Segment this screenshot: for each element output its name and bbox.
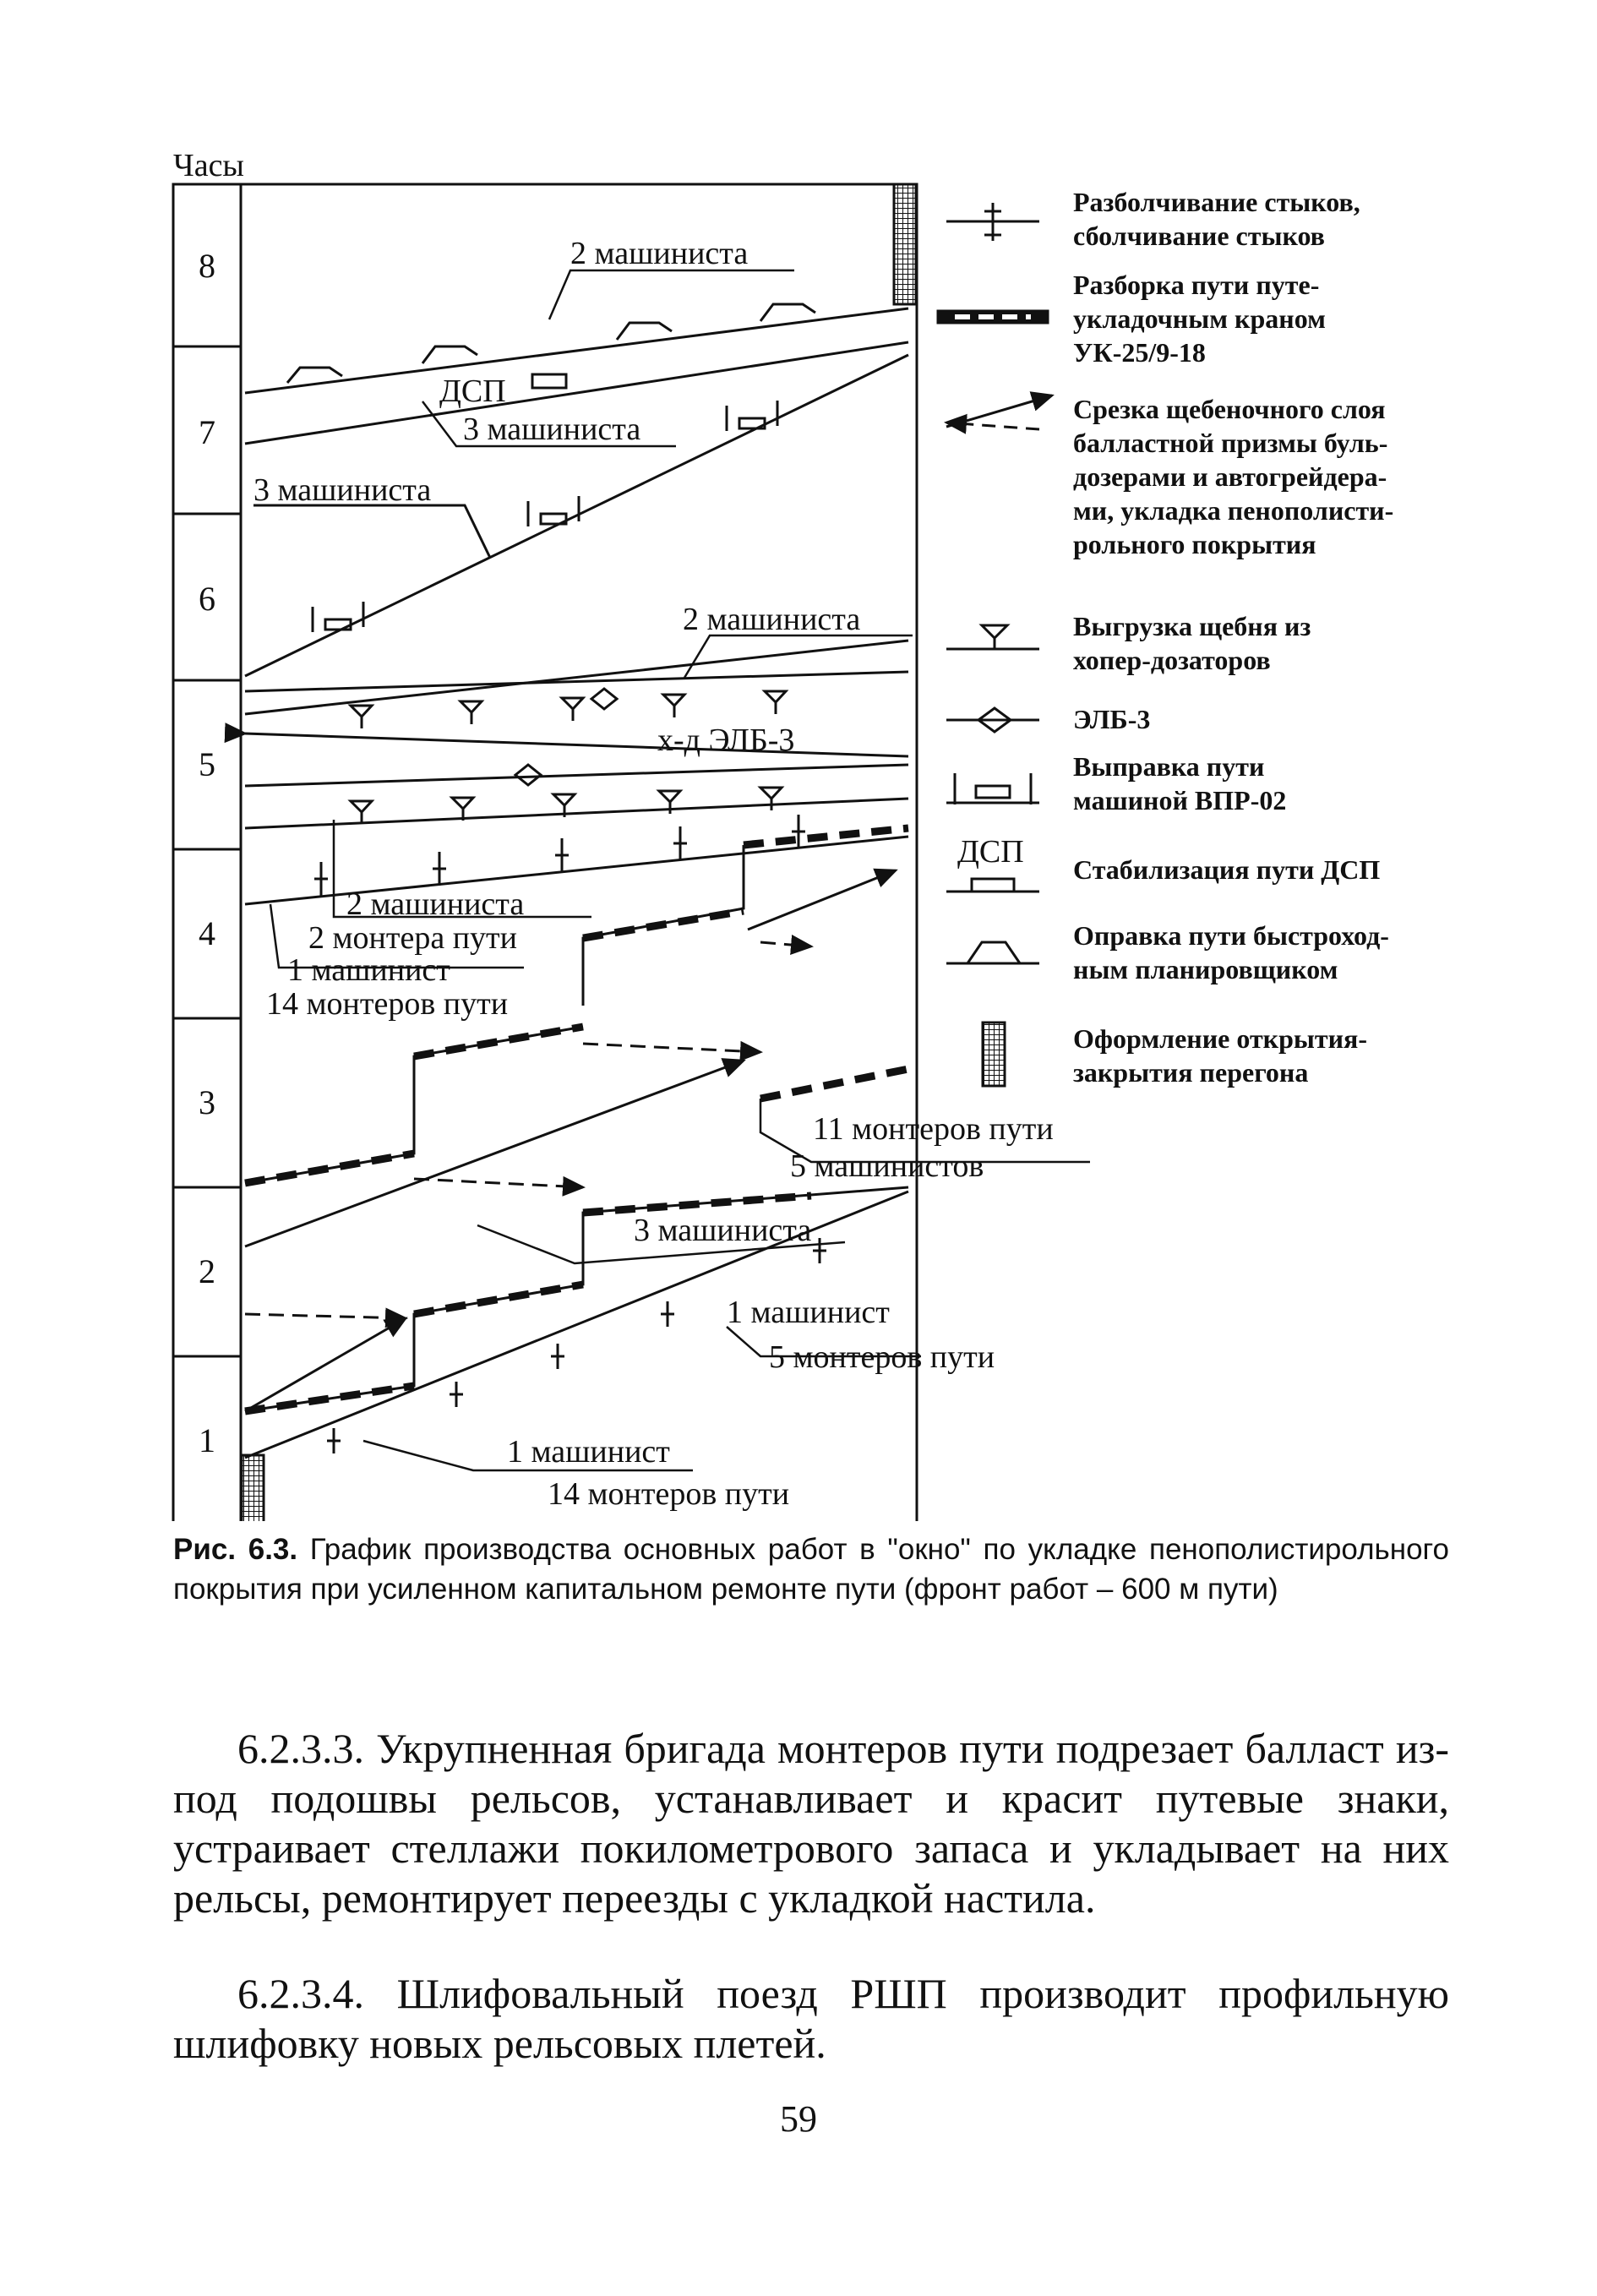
figure-caption (173, 1530, 1449, 1609)
svg-text:Стабилизация пути ДСП: Стабилизация пути ДСП (1073, 854, 1381, 885)
legend-item (946, 611, 1317, 675)
legend-item (938, 270, 1333, 368)
hour-labels (199, 247, 215, 1459)
crew-label: 1 машинист (287, 952, 450, 988)
crew-label: 2 машиниста (683, 602, 861, 637)
crew-label: 3 машиниста (253, 472, 432, 508)
dsp-stabilizer-icon: ДСП (957, 834, 1024, 870)
svg-text:Разболчивание стыков,: Разболчивание стыков, сболчивание стыков (1073, 187, 1360, 251)
bulldozer-arrows-icon (946, 395, 1052, 427)
crew-label: 3 машиниста (634, 1213, 812, 1248)
crew-label: 1 машинист (727, 1295, 890, 1330)
bolt-joint-icon (946, 203, 1039, 241)
hour-label: 5 (199, 745, 215, 783)
crew-label: х-д ЭЛБ-3 (657, 723, 795, 758)
legend-item (946, 187, 1367, 251)
crew-label: 14 монтеров пути (266, 986, 509, 1022)
legend-item (946, 751, 1286, 815)
legend-item (946, 704, 1150, 734)
y-axis-title: Часы (173, 148, 244, 183)
elb-icon (946, 708, 1039, 732)
svg-text:Выправка пути машиной: Выправка пути машиной ВПР-02 (1073, 751, 1287, 815)
hopper-unload-icon (946, 625, 1039, 649)
page-number: 59 (780, 2098, 817, 2140)
dsp-tag: ДСП (439, 374, 506, 409)
crew-label: 14 монтеров пути (548, 1476, 790, 1512)
crew-label: 2 машиниста (570, 236, 749, 271)
crew-label: 2 машиниста (346, 886, 525, 922)
hour-label: 7 (199, 413, 215, 451)
crew-labels-h4 (266, 886, 524, 1022)
svg-text:Срезка щебеночного слоя: Срезка щебеночного слоя балластной призмы буль- дозерами и автогрейдера- ми, укладка пенополисти- рольного покрытия (1073, 394, 1394, 559)
opening-closing-mark-top (894, 184, 916, 304)
caption-label: Рис. 6.3. (173, 1533, 298, 1566)
opening-closing-icon (983, 1023, 1005, 1086)
crew-labels-bottom (507, 1213, 995, 1512)
planer-dsp-block (245, 190, 908, 446)
hour-label: 1 (199, 1421, 215, 1459)
hour-label: 4 (199, 914, 215, 952)
hopper-elb-block (245, 635, 913, 828)
crew-label: 2 монтера пути (308, 920, 517, 956)
svg-text:Оформление открытия- з: Оформление открытия- закрытия перегона (1073, 1023, 1368, 1088)
legend (938, 187, 1400, 1088)
crew-label: 5 машинистов (790, 1148, 984, 1184)
hour-label: 6 (199, 580, 215, 618)
legend-item (983, 1023, 1374, 1088)
crew-label: 1 машинист (507, 1434, 670, 1470)
hour-label: 3 (199, 1083, 215, 1121)
svg-text:Выгрузка щебня из хопе: Выгрузка щебня из хопер-дозаторов (1073, 611, 1311, 675)
hour-label: 8 (199, 247, 215, 285)
legend-item (946, 920, 1396, 984)
caption-text: График производства основных работ в "окно" по укладке пенополистирольного покрытия при усиленном капитальном ремонте пути (фронт работ – 600 м пути) (173, 1533, 1450, 1606)
hour-column (173, 184, 241, 1521)
crew-label: 11 монтеров пути (813, 1111, 1054, 1147)
legend-item (946, 394, 1400, 559)
svg-text:Разборка пути путе- ук: Разборка пути путе- укладочным краном УК-25/9-18 (1073, 270, 1326, 368)
vpr-tamper-icon (946, 773, 1039, 804)
svg-text:ЭЛБ-3: ЭЛБ-3 (1073, 704, 1151, 734)
legend-item (946, 834, 1380, 892)
planer-icon (946, 942, 1039, 963)
crew-label: 3 машиниста (463, 412, 641, 447)
hour-label: 2 (199, 1252, 215, 1290)
crew-label: 5 монтеров пути (769, 1339, 995, 1375)
svg-text:Оправка пути быстроход-: Оправка пути быстроход- ным планировщиком (1073, 920, 1389, 984)
opening-closing-mark-bottom (242, 1455, 264, 1521)
paragraph: 6.2.3.4. Шлифовальный поезд РШП производит профильную шлифовку новых рельсовых плетей. (173, 1970, 1449, 2067)
paragraph: 6.2.3.3. Укрупненная бригада монтеров пути подрезает балласт из-под подошвы рельсов, устанавливает и красит путевые знаки, устраивает стеллажи покилометрового запаса и укладывает на них рельсы, ремонтирует переезды с укладкой настила. (173, 1725, 1449, 1922)
